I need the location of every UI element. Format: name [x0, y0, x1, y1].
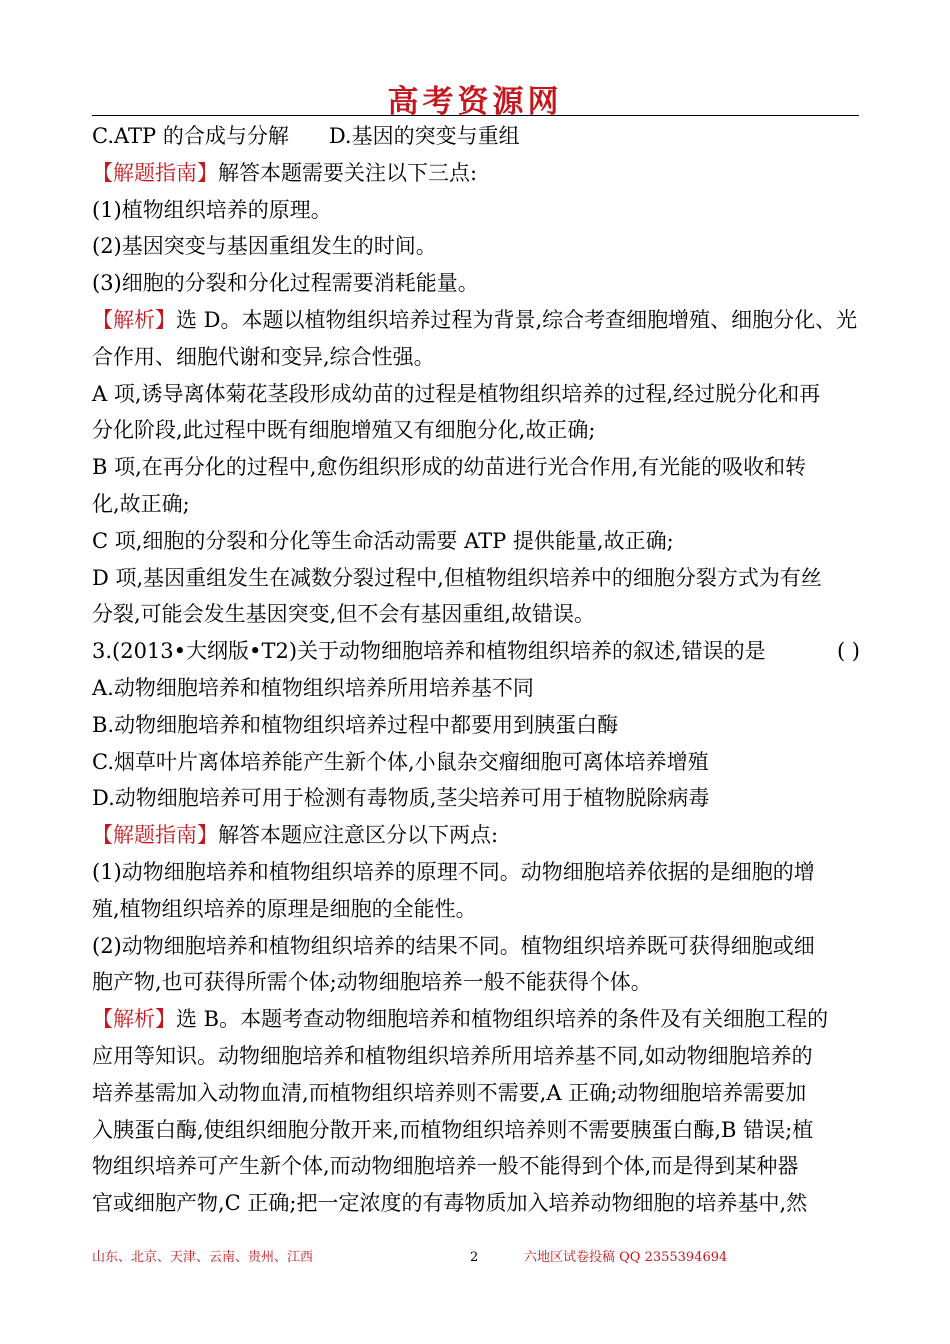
q3-option: D.动物细胞培养可用于检测有毒物质,茎尖培养可用于植物脱除病毒 [92, 786, 710, 811]
q3-guide-line: (2)动物细胞培养和植物组织培养的结果不同。植物组织培养既可获得细胞或细 [92, 933, 815, 958]
q2-option-d: D.基因的突变与重组 [328, 124, 520, 148]
document-body [92, 118, 860, 1222]
answer-blank: ( ) [836, 639, 860, 664]
q3-stem-text: 3.(2013•大纲版•T2)关于动物细胞培养和植物组织培养的叙述,错误的是 [92, 639, 766, 664]
page-footer [92, 1248, 860, 1268]
site-logo: 高考资源网 [387, 84, 563, 120]
guide-tag: 【解题指南】 [92, 160, 218, 185]
guide-intro: 解答本题需要关注以下三点: [218, 160, 478, 185]
q3-option: A.动物细胞培养和植物组织培养所用培养基不同 [92, 675, 534, 700]
q2-guide-point: (2)基因突变与基因重组发生的时间。 [92, 234, 437, 259]
q3-analysis-line: 应用等知识。动物细胞培养和植物组织培养所用培养基不同,如动物细胞培养的 [92, 1043, 813, 1068]
header-divider [92, 115, 859, 116]
footer-contact: 六地区试卷投稿 QQ 2355394694 [524, 1250, 728, 1265]
q2-analysis-line: D 项,基因重组发生在减数分裂过程中,但植物组织培养中的细胞分裂方式为有丝 [92, 565, 822, 590]
q2-analysis-line [92, 302, 860, 339]
q2-guide-heading [92, 155, 860, 192]
q3-stem [92, 633, 860, 670]
q3-analysis-line: 入胰蛋白酶,使组织细胞分散开来,而植物组织培养则不需要胰蛋白酶,B 错误;植 [92, 1117, 814, 1142]
q3-guide-line: 殖,植物组织培养的原理是细胞的全能性。 [92, 896, 477, 921]
q2-analysis-line: C 项,细胞的分裂和分化等生命活动需要 ATP 提供能量,故正确; [92, 528, 674, 553]
analysis-tag: 【解析】 [92, 1007, 176, 1032]
guide-intro: 解答本题应注意区分以下两点: [218, 823, 499, 848]
q2-analysis-line: 分化阶段,此过程中既有细胞增殖又有细胞分化,故正确; [92, 418, 596, 443]
q2-guide-point: (1)植物组织培养的原理。 [92, 197, 332, 222]
q3-analysis-line: 官或细胞产物,C 正确;把一定浓度的有毒物质加入培养动物细胞的培养基中,然 [92, 1191, 808, 1216]
q3-analysis-line [92, 1001, 860, 1038]
q2-option-c: C.ATP 的合成与分解 [92, 124, 289, 148]
q3-guide-line: (1)动物细胞培养和植物组织培养的原理不同。动物细胞培养依据的是细胞的增 [92, 859, 815, 884]
q3-analysis-line: 培养基需加入动物血清,而植物组织培养则不需要,A 正确;动物细胞培养需要加 [92, 1080, 807, 1105]
q3-guide-line: 胞产物,也可获得所需个体;动物细胞培养一般不能获得个体。 [92, 970, 652, 995]
q2-analysis-line: 分裂,可能会发生基因突变,但不会有基因重组,故错误。 [92, 602, 596, 627]
q2-analysis-line: A 项,诱导离体菊花茎段形成幼苗的过程是植物组织培养的过程,经过脱分化和再 [92, 381, 821, 406]
q2-analysis-line: 合作用、细胞代谢和变异,综合性强。 [92, 344, 435, 369]
q3-guide-heading [92, 817, 860, 854]
analysis-text: 选 D。本题以植物组织培养过程为背景,综合考查细胞增殖、细胞分化、光 [176, 307, 858, 332]
q2-analysis-line: B 项,在再分化的过程中,愈伤组织形成的幼苗进行光合作用,有光能的吸收和转 [92, 455, 807, 480]
guide-tag: 【解题指南】 [92, 823, 218, 848]
analysis-text: 选 B。本题考查动物细胞培养和植物组织培养的条件及有关细胞工程的 [176, 1007, 829, 1032]
analysis-tag: 【解析】 [92, 307, 176, 332]
q2-analysis-line: 化,故正确; [92, 491, 190, 516]
footer-regions: 山东、北京、天津、云南、贵州、江西 [92, 1250, 314, 1265]
q2-guide-point: (3)细胞的分裂和分化过程需要消耗能量。 [92, 271, 479, 296]
q2-options-cd [92, 118, 860, 155]
q3-analysis-line: 物组织培养可产生新个体,而动物细胞培养一般不能得到个体,而是得到某种器 [92, 1154, 799, 1179]
q3-option: B.动物细胞培养和植物组织培养过程中都要用到胰蛋白酶 [92, 712, 619, 737]
q3-option: C.烟草叶片离体培养能产生新个体,小鼠杂交瘤细胞可离体培养增殖 [92, 749, 709, 774]
page-number: 2 [470, 1250, 479, 1265]
